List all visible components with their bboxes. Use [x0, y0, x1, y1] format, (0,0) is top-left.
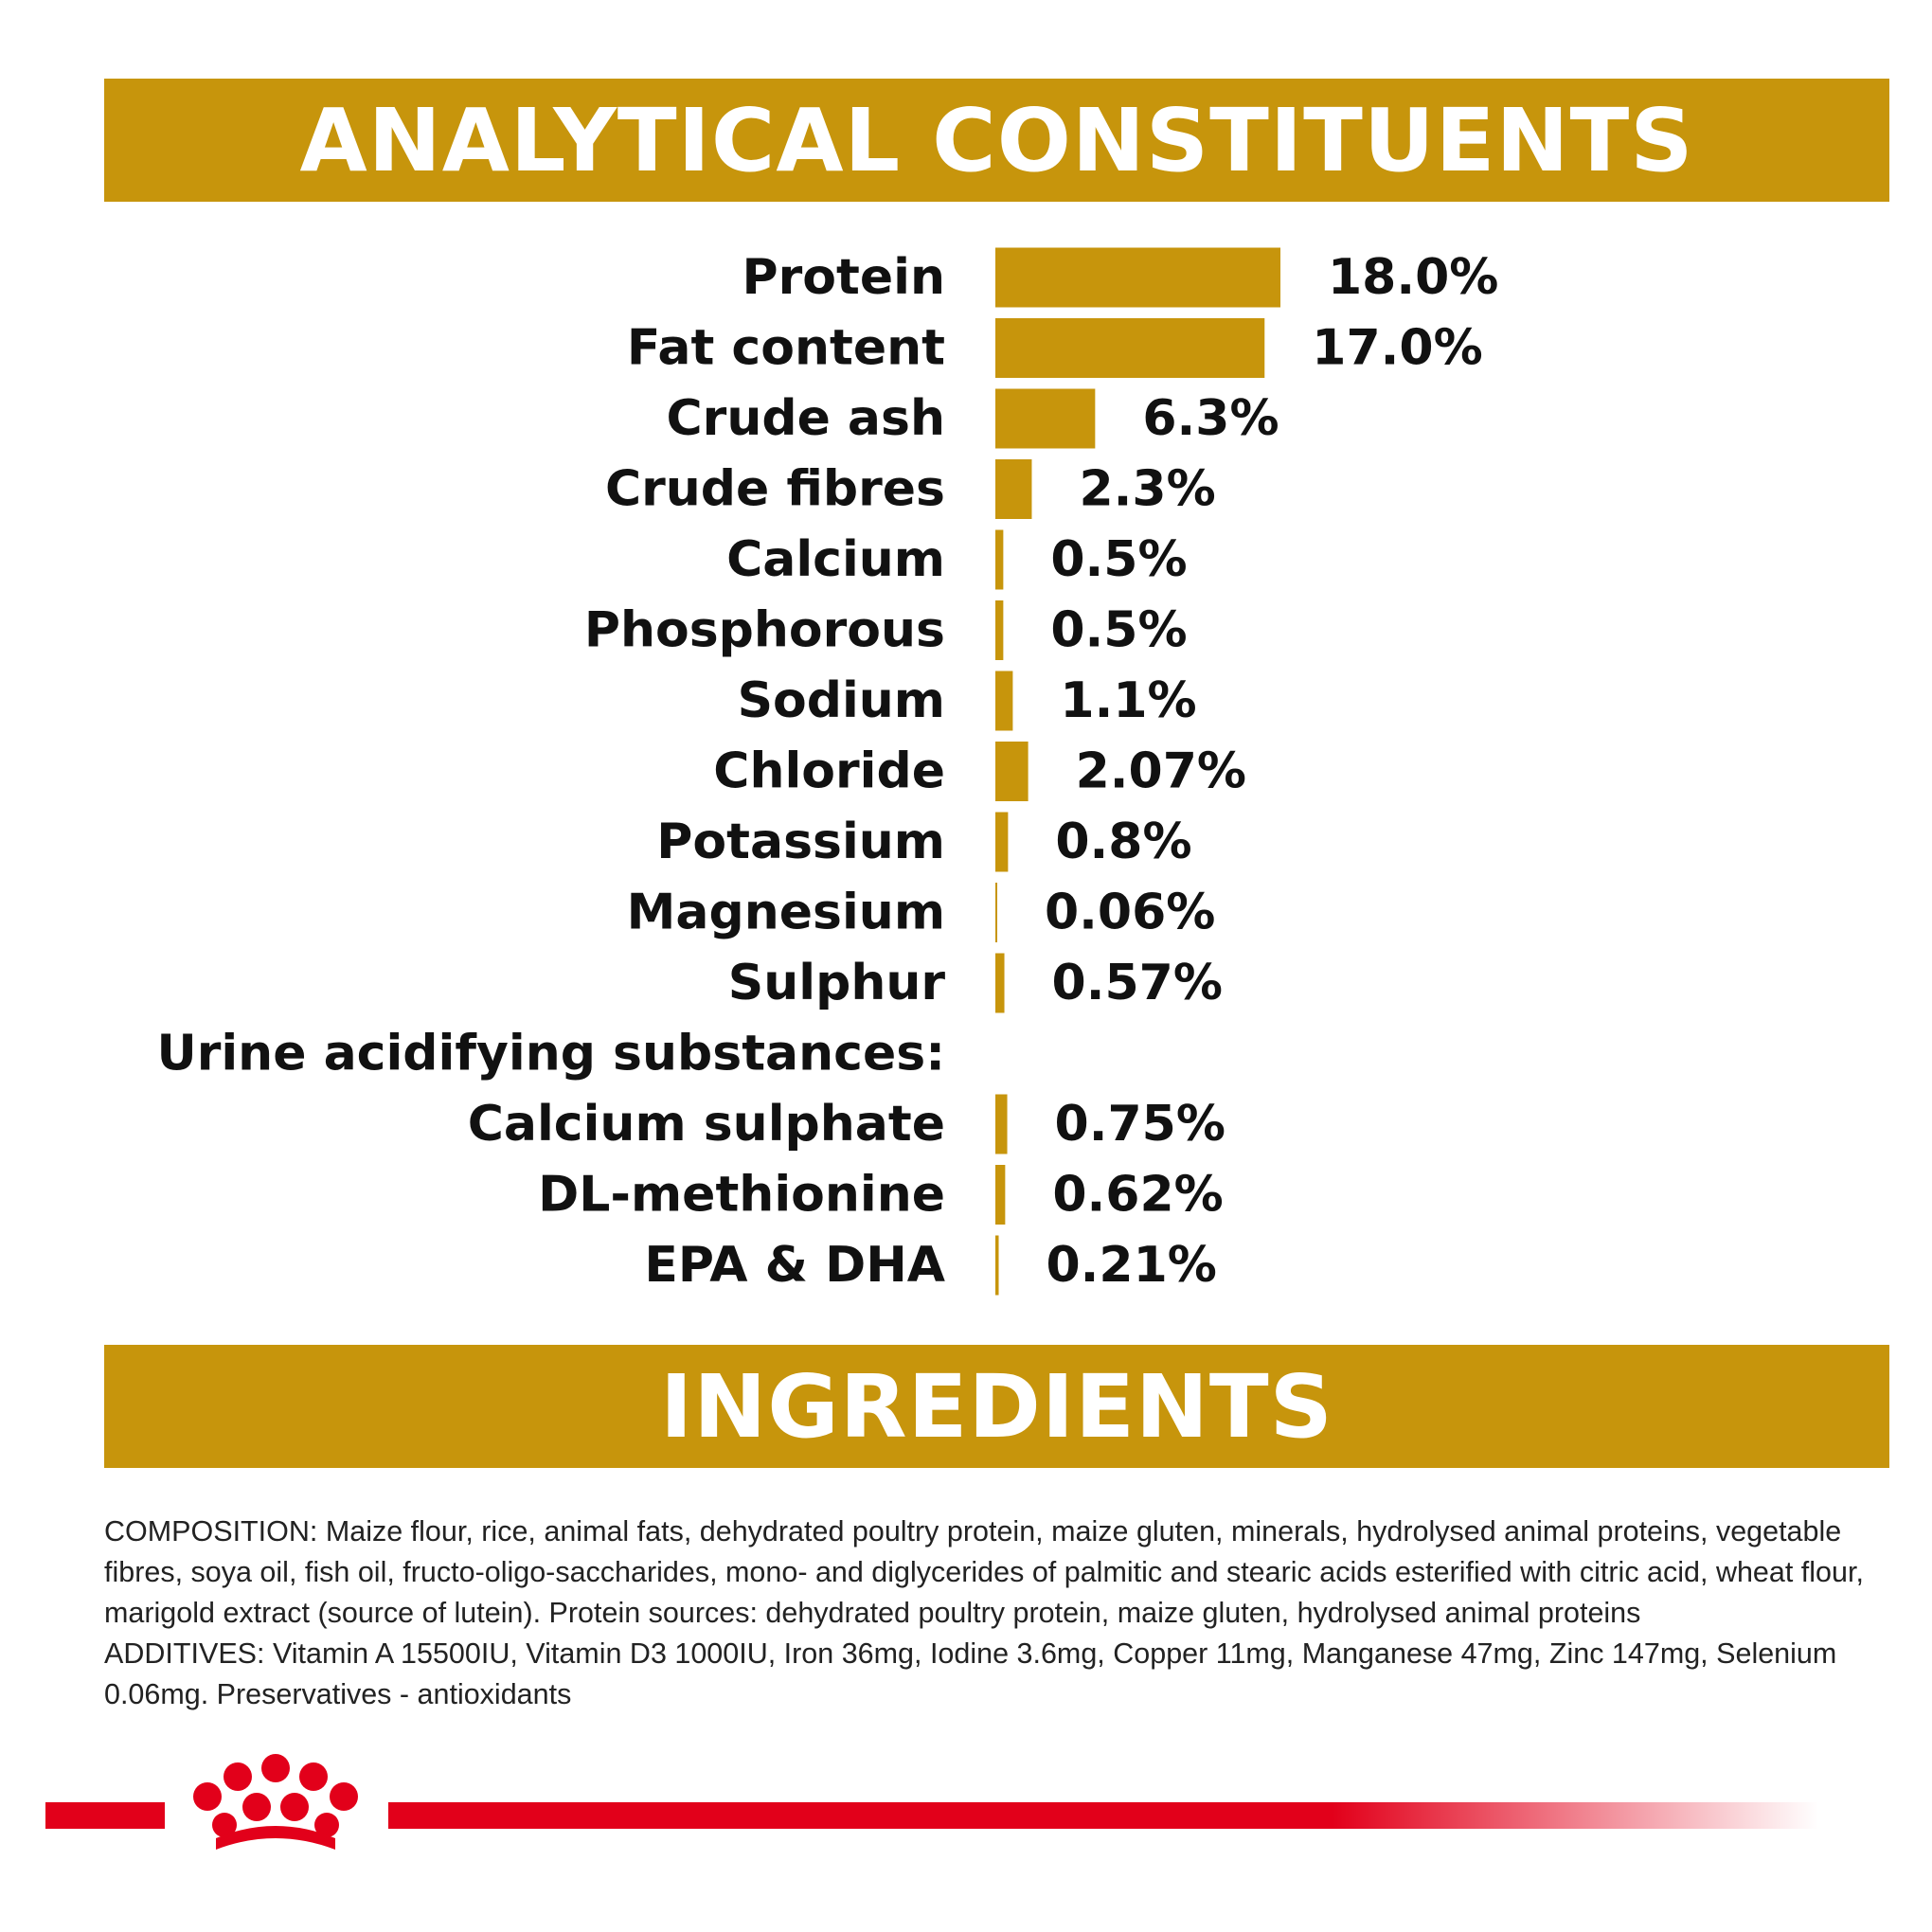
value-potassium: 0.8%	[1055, 814, 1192, 870]
bar-calcium-sulphate	[995, 1095, 1008, 1154]
label-sulphur: Sulphur	[727, 955, 945, 1011]
value-magnesium: 0.06%	[1045, 884, 1216, 941]
bar-dl-methionine	[995, 1165, 1005, 1225]
value-sulphur: 0.57%	[1051, 955, 1223, 1011]
label-epa-dha: EPA & DHA	[644, 1237, 945, 1294]
bar-sulphur	[995, 954, 1005, 1013]
royal-crown-icon	[193, 1754, 358, 1850]
label-fat-content: Fat content	[626, 319, 945, 377]
value-calcium: 0.5%	[1050, 531, 1188, 588]
footer-red-line-left	[45, 1802, 165, 1829]
value-chloride: 2.07%	[1075, 742, 1247, 800]
value-dl-methionine: 0.62%	[1052, 1166, 1224, 1224]
label-phosphorous: Phosphorous	[583, 601, 945, 659]
bar-magnesium	[995, 883, 997, 942]
value-sodium: 1.1%	[1060, 672, 1197, 729]
bar-crude-ash	[995, 389, 1095, 449]
footer-red-line-right	[388, 1802, 1818, 1829]
ingredients-header	[104, 1345, 1889, 1468]
value-crude-ash: 6.3%	[1142, 390, 1279, 447]
label-potassium: Potassium	[656, 814, 945, 870]
label-dl-methionine: DL-methionine	[538, 1166, 945, 1224]
bar-crude-fibres	[995, 459, 1031, 519]
value-protein: 18.0%	[1328, 249, 1499, 306]
label-calcium: Calcium	[726, 531, 945, 588]
bar-chloride	[995, 742, 1029, 801]
value-fat-content: 17.0%	[1312, 319, 1483, 377]
bar-fat-content	[995, 318, 1264, 378]
bar-phosphorous	[995, 600, 1003, 660]
brand-footer	[0, 1747, 1932, 1861]
additives-text: ADDITIVES: Vitamin A 15500IU, Vitamin D3 1000IU, Iron 36mg, Iodine 3.6mg, Copper 11mg, Manganese 47mg, Zinc 147mg, Selenium 0.06mg. Preservatives - antioxidants	[104, 1637, 1837, 1710]
value-phosphorous: 0.5%	[1050, 601, 1188, 659]
bar-calcium	[995, 530, 1003, 590]
bar-potassium	[995, 813, 1008, 872]
label-crude-fibres: Crude fibres	[604, 460, 945, 518]
ingredients-text	[104, 1512, 1894, 1715]
value-calcium-sulphate: 0.75%	[1054, 1096, 1225, 1153]
composition-text: COMPOSITION: Maize flour, rice, animal fats, dehydrated poultry protein, maize gluten, minerals, hydrolysed animal proteins, vegetable fibres, soya oil, fish oil, fructo-oligo-saccharides, mono- and diglycerides of palmitic and stearic acids esterified with citric acid, wheat flour, marigold extract (source of lutein). Protein sources: dehydrated poultry protein, maize gluten, hydrolysed animal proteins	[104, 1515, 1864, 1629]
label-magnesium: Magnesium	[626, 884, 945, 941]
label-calcium-sulphate: Calcium sulphate	[467, 1096, 945, 1153]
ingredients-title: INGREDIENTS	[660, 1355, 1333, 1458]
analytical-constituents-title: ANALYTICAL CONSTITUENTS	[299, 89, 1694, 191]
bar-epa-dha	[995, 1236, 999, 1296]
value-epa-dha: 0.21%	[1046, 1237, 1217, 1294]
label-chloride: Chloride	[713, 742, 945, 800]
label-sodium: Sodium	[737, 672, 945, 729]
bar-sodium	[995, 671, 1012, 731]
label-protein: Protein	[742, 249, 945, 306]
label-urine-acidifying-substances: Urine acidifying substances:	[156, 1025, 945, 1082]
value-crude-fibres: 2.3%	[1079, 460, 1216, 518]
label-crude-ash: Crude ash	[666, 390, 945, 447]
bar-protein	[995, 248, 1280, 308]
